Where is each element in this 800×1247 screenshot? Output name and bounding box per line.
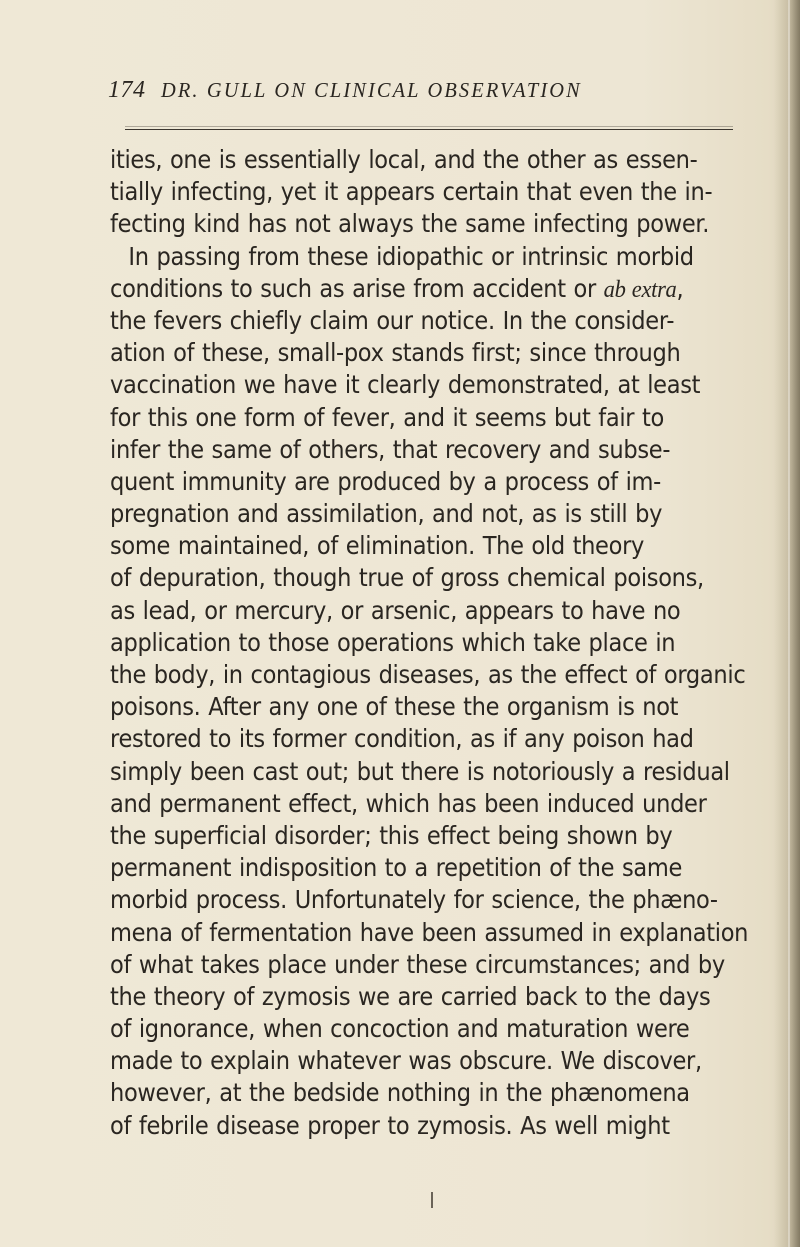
text-line: pregnation and assimilation, and not, as is still by [110,499,663,529]
page-number: 174 [108,77,146,103]
text-line: the body, in contagious diseases, as the effect of organic [110,660,746,689]
text-line: the theory of zymosis we are carried back to the days [110,981,711,1011]
page-edge-shadow [774,0,800,1247]
text-line: the superficial disorder; this effect being shown by [110,820,673,850]
text-line: for this one form of fever, and it seems but fair to [110,402,664,432]
text-line: the fevers chiefly claim our notice. In the consider- [110,305,675,335]
running-head [108,77,668,107]
text-line: infer the same of others, that recovery and subse- [110,434,671,464]
text-line: permanent indisposition to a repetition of the same [110,853,683,883]
running-title: DR. GULL ON CLINICAL OBSERVATION [161,78,582,102]
text-line: of what takes place under these circumstances; and by [110,949,725,979]
text-line: tially infecting, yet it appears certain that even the in- [110,177,713,207]
text-line [110,273,699,305]
text-line: of ignorance, when concoction and maturation were [110,1014,690,1044]
text-line: morbid process. Unfortunately for science, the phæno- [110,885,718,915]
signature-mark [431,1192,433,1208]
text-line: of depuration, though true of gross chemical poisons, [110,563,704,593]
paragraph-start-line: In passing from these idiopathic or intrinsic morbid [128,241,694,271]
text-line: simply been cast out; but there is notoriously a residual [110,756,730,786]
text-line: and permanent effect, which has been induced under [110,788,707,818]
page-edge-highlight [788,0,790,1247]
text-line: restored to its former condition, as if any poison had [110,724,694,754]
text-line: of febrile disease proper to zymosis. As well might [110,1110,670,1140]
text-line: mena of fermentation have been assumed in explanation [110,917,749,947]
text-line: however, at the bedside nothing in the phænomena [110,1078,690,1108]
header-rule-thin [125,126,733,127]
text-fragment: , [676,273,684,303]
text-line: some maintained, of elimination. The old theory [110,531,645,561]
text-line: application to those operations which take place in [110,627,676,657]
text-line: vaccination we have it clearly demonstrated, at least [110,370,701,400]
text-line: fecting kind has not always the same infecting power. [110,209,710,239]
latin-phrase: ab extra [603,275,677,303]
header-rule [125,129,733,130]
text-line: poisons. After any one of these the organism is not [110,692,679,722]
text-line: ation of these, small-pox stands first; since through [110,338,681,368]
text-fragment: conditions to such as arise from accident or [110,273,604,303]
text-line: ities, one is essentially local, and the other as essen- [110,145,698,174]
text-line: as lead, or mercury, or arsenic, appears to have no [110,595,681,625]
text-line: quent immunity are produced by a process of im- [110,466,661,496]
body-text [110,144,750,1142]
text-line: made to explain whatever was obscure. We discover, [110,1046,702,1076]
